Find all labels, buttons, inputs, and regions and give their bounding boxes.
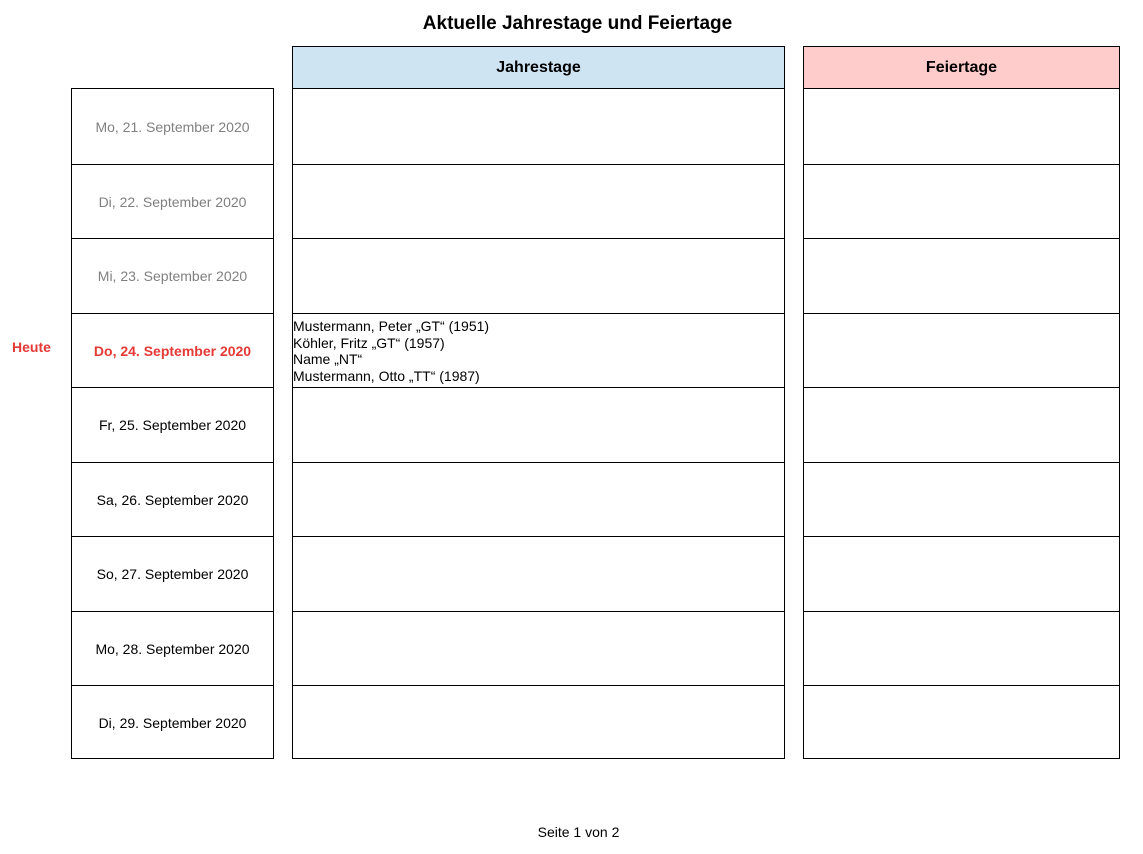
date-label: Di, 29. September 2020 — [98, 715, 247, 731]
feiertage-cell — [804, 313, 1119, 387]
date-cell — [72, 238, 273, 313]
feiertage-cell — [804, 164, 1119, 238]
feiertage-column — [803, 88, 1120, 759]
date-cell — [72, 536, 273, 611]
feiertage-header: Feiertage — [803, 46, 1120, 89]
date-label: Do, 24. September 2020 — [93, 342, 252, 359]
date-cell — [72, 164, 273, 238]
jahrestage-cell — [293, 536, 784, 611]
date-column — [71, 88, 274, 759]
jahrestage-cell — [293, 685, 784, 760]
feiertage-cell — [804, 238, 1119, 313]
date-cell — [72, 685, 273, 760]
jahrestag-entry: Köhler, Fritz „GT“ (1957) — [293, 334, 445, 351]
date-label: Mi, 23. September 2020 — [97, 268, 248, 284]
feiertage-cell — [804, 89, 1119, 164]
feiertage-cell — [804, 462, 1119, 536]
page-footer: Seite 1 von 2 — [537, 824, 620, 840]
date-label: So, 27. September 2020 — [96, 566, 249, 582]
jahrestage-header: Jahrestage — [292, 46, 785, 89]
date-label: Mo, 21. September 2020 — [95, 118, 250, 135]
date-cell — [72, 313, 273, 387]
feiertage-cell — [804, 536, 1119, 611]
jahrestage-column — [292, 88, 785, 759]
jahrestag-entry: Name „NT“ — [293, 351, 363, 367]
jahrestage-cell — [293, 462, 784, 536]
jahrestag-entry: Mustermann, Otto „TT“ (1987) — [293, 367, 480, 384]
today-label: Heute — [12, 339, 51, 355]
jahrestage-cell — [293, 313, 784, 387]
jahrestage-cell — [293, 238, 784, 313]
jahrestage-cell — [293, 611, 784, 685]
date-label: Fr, 25. September 2020 — [98, 417, 247, 433]
page-title: Aktuelle Jahrestage und Feiertage — [422, 13, 733, 34]
date-label: Sa, 26. September 2020 — [96, 491, 249, 508]
date-label: Mo, 28. September 2020 — [95, 640, 250, 657]
feiertage-cell — [804, 685, 1119, 760]
date-cell — [72, 89, 273, 164]
feiertage-cell — [804, 387, 1119, 462]
jahrestage-cell — [293, 89, 784, 164]
date-label: Di, 22. September 2020 — [98, 193, 247, 210]
date-cell — [72, 387, 273, 462]
jahrestage-cell — [293, 387, 784, 462]
jahrestage-cell — [293, 164, 784, 238]
jahrestag-entry: Mustermann, Peter „GT“ (1951) — [293, 318, 490, 334]
date-cell — [72, 611, 273, 685]
feiertage-cell — [804, 611, 1119, 685]
date-cell — [72, 462, 273, 536]
